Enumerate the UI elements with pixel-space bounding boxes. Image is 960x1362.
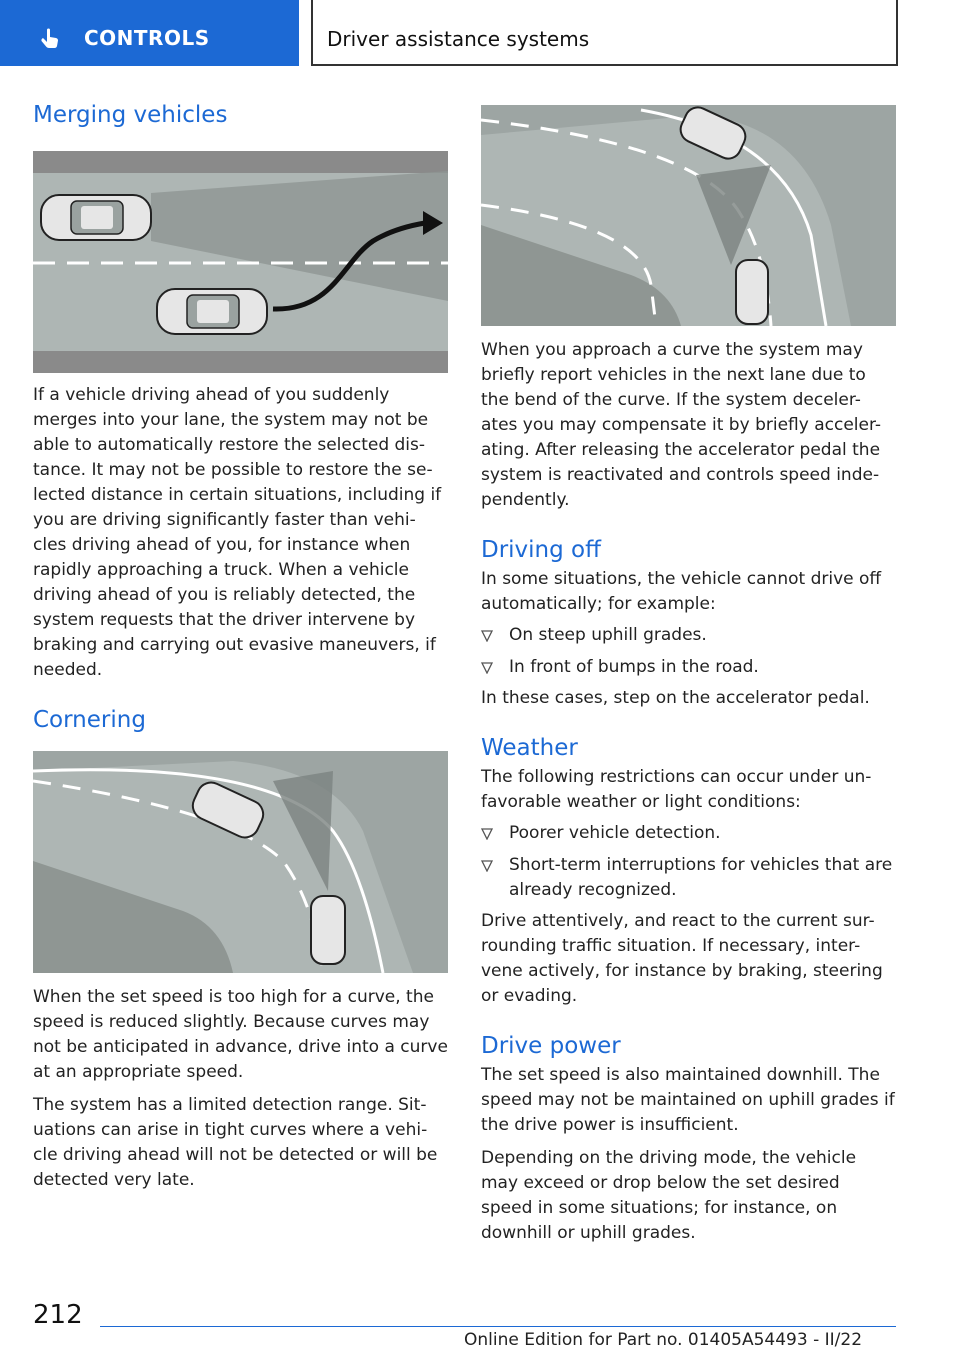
right-column xyxy=(481,105,896,1246)
driving-off-heading: Driving off xyxy=(481,537,601,563)
triangle-bullet-icon xyxy=(481,630,493,642)
car-next-lane xyxy=(311,896,345,964)
cornering-text-1: When the set speed is too high for a curve, the speed is reduced slightly. Because curves may not be anticipated in advance, drive into a curve at an appropriate speed. xyxy=(33,987,448,1082)
drive-power-heading: Drive power xyxy=(481,1033,621,1059)
merging-car xyxy=(157,289,267,334)
triangle-bullet-icon xyxy=(481,860,493,872)
section-title: Driver assistance systems xyxy=(327,27,590,51)
merging-vehicles-text: If a vehicle driving ahead of you suddenly merges into your lane, the system may not be able to automatically restore the selected dis-tance. It may not be possible to restore the se-lected distance in certain situations, including if you are driving significantly faster than vehi-cles driving ahead of you, for instance when rapidly approaching a truck. When a vehicle driving ahead of you is reliably detected, the system requests that the driver intervene by braking and carrying out evasive maneuvers, if needed. xyxy=(33,385,442,680)
drive-power-text-2: Depending on the driving mode, the vehicle may exceed or drop below the set desired speed in some situations; for instance, on downhill or uphill grades. xyxy=(481,1148,857,1243)
triangle-bullet-icon xyxy=(481,828,493,840)
list-item: On steep uphill grades. xyxy=(481,623,896,648)
curve-adjacent-lane-illustration xyxy=(481,105,896,326)
car-ahead xyxy=(41,195,151,240)
weather-heading: Weather xyxy=(481,735,578,761)
driving-off-text: In some situations, the vehicle cannot drive off automatically; for example: xyxy=(481,569,882,614)
chapter-tab xyxy=(0,0,299,66)
section-header xyxy=(311,0,898,66)
weather-after: Drive attentively, and react to the current sur-rounding traffic situation. If necessary, inter-vene actively, for instance by braking, steering or evading. xyxy=(481,911,883,1006)
list-item: In front of bumps in the road. xyxy=(481,655,896,680)
hand-pointer-icon xyxy=(38,26,62,50)
weather-list xyxy=(481,821,896,903)
footer-divider xyxy=(100,1326,896,1327)
driving-off-list xyxy=(481,623,896,680)
list-item: Poorer vehicle detection. xyxy=(481,821,896,846)
edition-note: Online Edition for Part no. 01405A54493 - II/22 xyxy=(464,1330,863,1350)
list-item: Short-term interruptions for vehicles that are already recognized. xyxy=(481,853,896,903)
car-next-lane xyxy=(736,260,768,324)
left-column xyxy=(33,95,448,1193)
triangle-bullet-icon xyxy=(481,662,493,674)
curve-text: When you approach a curve the system may briefly report vehicles in the next lane due to the bend of the curve. If the system deceler-ates you may compensate it by briefly acceler-ating. After releasing the accelerator pedal the system is reactivated and controls speed inde-pendently. xyxy=(481,340,881,510)
cornering-text-2: The system has a limited detection range. Sit-uations can arise in tight curves where a vehi-cle driving ahead will not be detected or will be detected very late. xyxy=(33,1095,438,1190)
cornering-heading: Cornering xyxy=(33,707,146,733)
chapter-title: CONTROLS xyxy=(84,26,210,50)
weather-text: The following restrictions can occur under un-favorable weather or light conditions: xyxy=(481,767,872,812)
drive-power-text-1: The set speed is also maintained downhill. The speed may not be maintained on uphill grades if the drive power is insufficient. xyxy=(481,1065,895,1135)
merging-vehicles-heading: Merging vehicles xyxy=(33,102,228,128)
page-number: 212 xyxy=(33,1300,83,1330)
merging-vehicles-illustration xyxy=(33,151,448,373)
cornering-illustration xyxy=(33,751,448,973)
driving-off-after: In these cases, step on the accelerator pedal. xyxy=(481,688,870,708)
